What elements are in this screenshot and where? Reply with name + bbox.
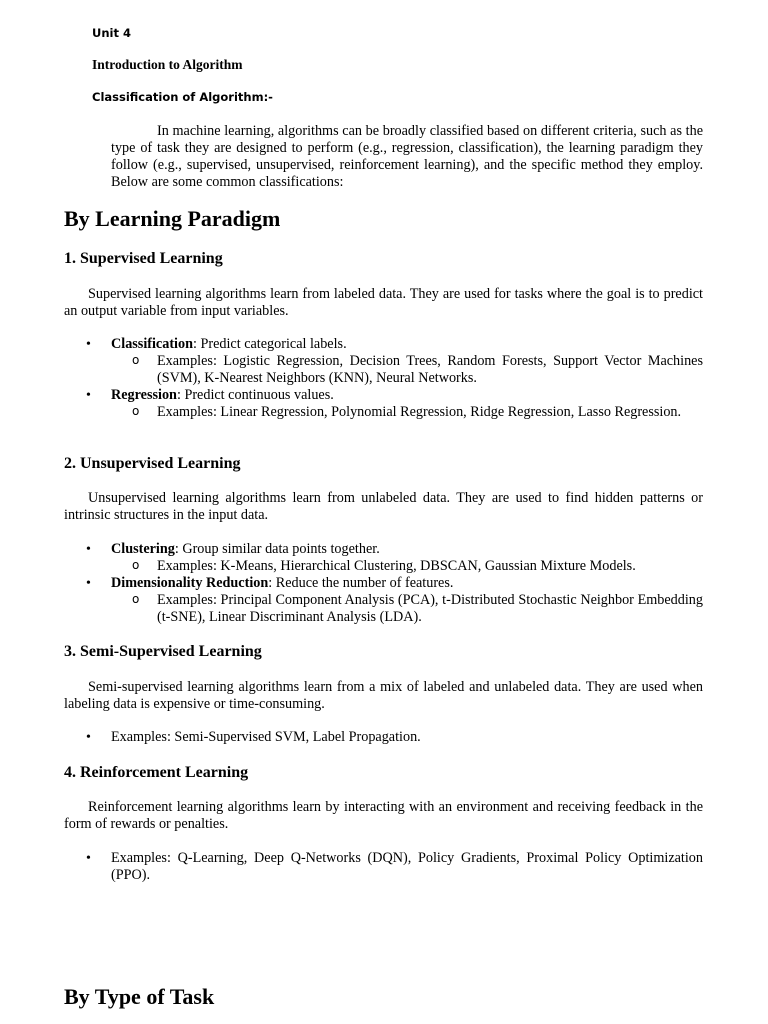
term: Classification [111, 336, 193, 352]
bullet-icon: • [86, 388, 91, 403]
list-item [86, 336, 703, 353]
description: : Predict categorical labels. [192, 336, 347, 352]
unsupervised-paragraph: Unsupervised learning algorithms learn from unlabeled data. They are used to find hidden patterns or intrinsic structures in the input data. [64, 490, 703, 523]
bullet-icon: • [86, 542, 91, 557]
examples-text: Examples: Semi-Supervised SVM, Label Propagation. [111, 729, 421, 745]
circle-bullet-icon: o [132, 353, 140, 367]
reinforcement-paragraph: Reinforcement learning algorithms learn by interacting with an environment and receiving feedback in the form of rewards or penalties. [64, 799, 703, 832]
description: : Group similar data points together. [174, 541, 380, 557]
heading-reinforcement: 4. Reinforcement Learning [64, 764, 249, 781]
list-item [86, 729, 703, 746]
list-item [86, 541, 703, 558]
list-item [86, 850, 703, 884]
heading-semi-supervised: 3. Semi-Supervised Learning [64, 643, 262, 660]
document-title: Introduction to Algorithm [92, 57, 243, 72]
circle-bullet-icon: o [132, 558, 140, 572]
term: Clustering [111, 541, 175, 557]
sub-list-item [132, 592, 703, 626]
term: Dimensionality Reduction [111, 575, 269, 591]
heading-unsupervised: 2. Unsupervised Learning [64, 455, 241, 472]
bullet-icon: • [86, 730, 91, 745]
examples-text: Examples: K-Means, Hierarchical Clustering, DBSCAN, Gaussian Mixture Models. [157, 558, 636, 574]
sub-list-item [132, 353, 703, 387]
circle-bullet-icon: o [132, 592, 140, 606]
semi-supervised-paragraph: Semi-supervised learning algorithms learn from a mix of labeled and unlabeled data. They are used when labeling data is expensive or time-consuming. [64, 679, 703, 712]
heading-type-of-task: By Type of Task [64, 984, 215, 1009]
heading-supervised: 1. Supervised Learning [64, 250, 223, 267]
intro-paragraph: In machine learning, algorithms can be broadly classified based on different criteria, such as the type of task they are designed to perform (e.g., regression, classification), the learning paradigm they follow (e.g., supervised, unsupervised, reinforcement learning), and the specific method they employ. Below are some common classifications: [111, 123, 703, 190]
examples-text: Examples: Q-Learning, Deep Q-Networks (DQN), Policy Gradients, Proximal Policy Optimization (PPO). [111, 850, 703, 883]
description: : Predict continuous values. [176, 387, 334, 403]
bullet-icon: • [86, 851, 91, 866]
list-item [86, 387, 703, 404]
supervised-paragraph: Supervised learning algorithms learn from labeled data. They are used for tasks where the goal is to predict an output variable from input variables. [64, 286, 703, 319]
sub-list-item [132, 558, 703, 575]
term: Regression [111, 387, 177, 403]
circle-bullet-icon: o [132, 404, 140, 418]
sub-list-item [132, 404, 703, 421]
section-subtitle: Classification of Algorithm:- [92, 90, 273, 104]
unit-label: Unit 4 [92, 26, 131, 40]
bullet-icon: • [86, 576, 91, 591]
examples-text: Examples: Logistic Regression, Decision Trees, Random Forests, Support Vector Machines (SVM), K-Nearest Neighbors (KNN), Neural Networks. [157, 353, 703, 386]
heading-learning-paradigm: By Learning Paradigm [64, 206, 281, 231]
bullet-icon: • [86, 337, 91, 352]
examples-text: Examples: Principal Component Analysis (PCA), t-Distributed Stochastic Neighbor Embedding (t-SNE), Linear Discriminant Analysis (LDA). [157, 592, 703, 625]
list-item [86, 575, 703, 592]
examples-text: Examples: Linear Regression, Polynomial Regression, Ridge Regression, Lasso Regression. [157, 404, 682, 420]
description: : Reduce the number of features. [268, 575, 454, 591]
